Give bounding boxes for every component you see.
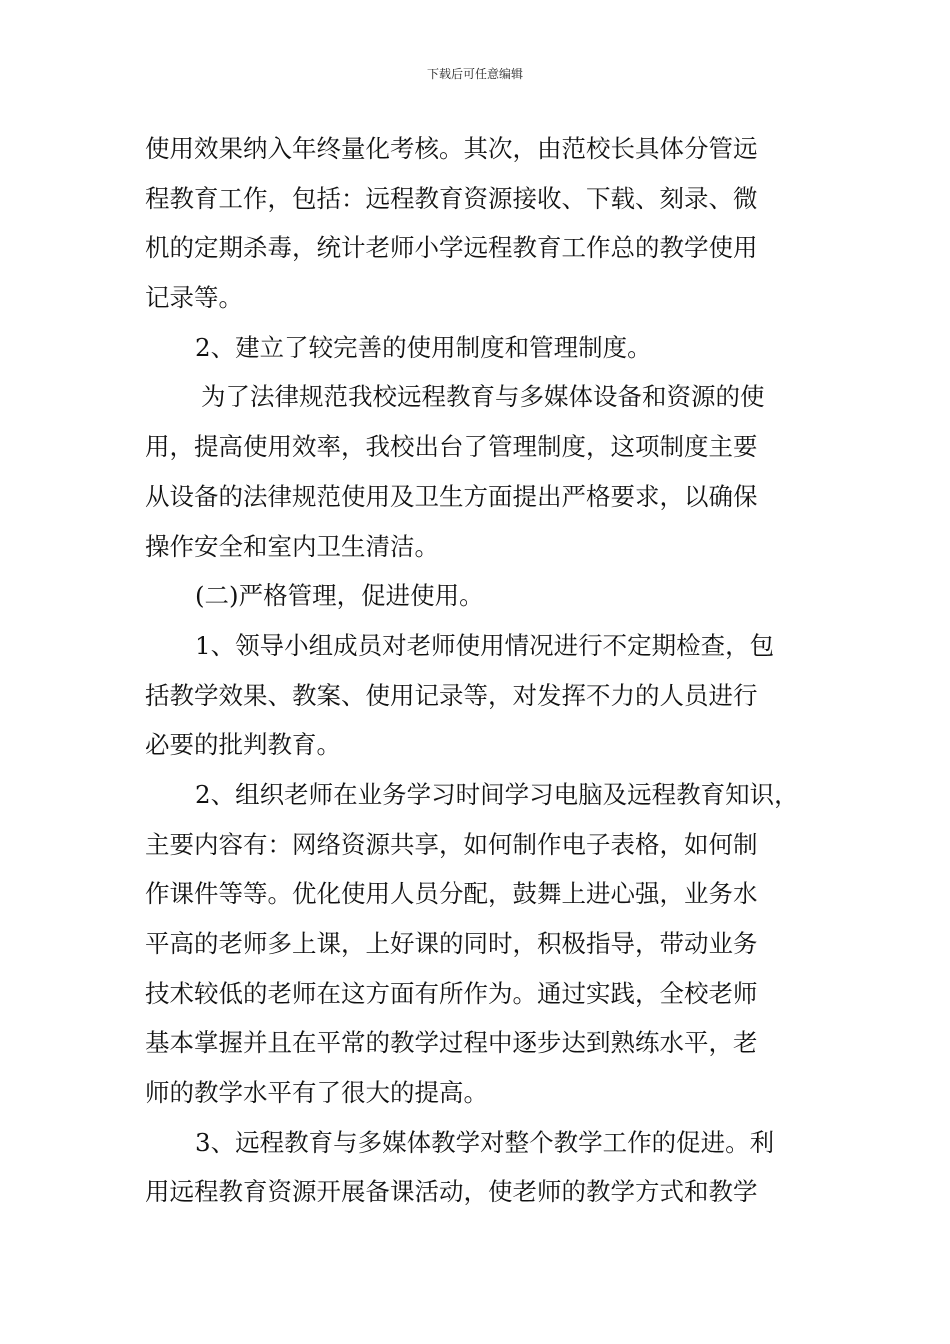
paragraph-line: 2、组织老师在业务学习时间学习电脑及远程教育知识， bbox=[195, 779, 799, 809]
paragraph-line: 平高的老师多上课，上好课的同时，积极指导，带动业务 bbox=[145, 929, 758, 958]
paragraph-line: 必要的批判教育。 bbox=[145, 730, 341, 760]
paragraph-line: 用，提高使用效率，我校出台了管理制度，这项制度主要 bbox=[145, 432, 758, 462]
section-heading: (二)严格管理，促进使用。 bbox=[195, 581, 484, 611]
paragraph-line: 为了法律规范我校远程教育与多媒体设备和资源的使 bbox=[201, 382, 765, 412]
paragraph-line: 1、领导小组成员对老师使用情况进行不定期检查，包 bbox=[195, 630, 775, 660]
paragraph-line: 从设备的法律规范使用及卫生方面提出严格要求，以确保 bbox=[145, 481, 758, 511]
paragraph-line: 操作安全和室内卫生清洁。 bbox=[145, 531, 439, 561]
paragraph-line: 使用效果纳入年终量化考核。其次，由范校长具体分管远 bbox=[145, 134, 758, 163]
paragraph-line: 师的教学水平有了很大的提高。 bbox=[145, 1078, 488, 1108]
document-body bbox=[145, 124, 811, 1217]
paragraph-line: 记录等。 bbox=[145, 283, 243, 313]
paragraph-line: 机的定期杀毒，统计老师小学远程教育工作总的教学使用 bbox=[145, 233, 758, 263]
paragraph-line: 程教育工作，包括：远程教育资源接收、下载、刻录、微 bbox=[145, 183, 758, 213]
paragraph-line: 主要内容有：网络资源共享，如何制作电子表格，如何制 bbox=[145, 829, 758, 859]
section-heading: 2、建立了较完善的使用制度和管理制度。 bbox=[195, 332, 652, 362]
page-header: 下载后可任意编辑 bbox=[426, 67, 523, 81]
paragraph-line: 技术较低的老师在这方面有所作为。通过实践，全校老师 bbox=[145, 978, 758, 1008]
paragraph-line: 括教学效果、教案、使用记录等，对发挥不力的人员进行 bbox=[145, 680, 758, 710]
paragraph-line: 用远程教育资源开展备课活动，使老师的教学方式和教学 bbox=[145, 1177, 758, 1207]
paragraph-line: 作课件等等。优化使用人员分配，鼓舞上进心强，业务水 bbox=[145, 879, 758, 909]
paragraph-line: 3、远程教育与多媒体教学对整个教学工作的促进。利 bbox=[195, 1127, 775, 1157]
paragraph-line: 基本掌握并且在平常的教学过程中逐步达到熟练水平，老 bbox=[145, 1028, 758, 1058]
